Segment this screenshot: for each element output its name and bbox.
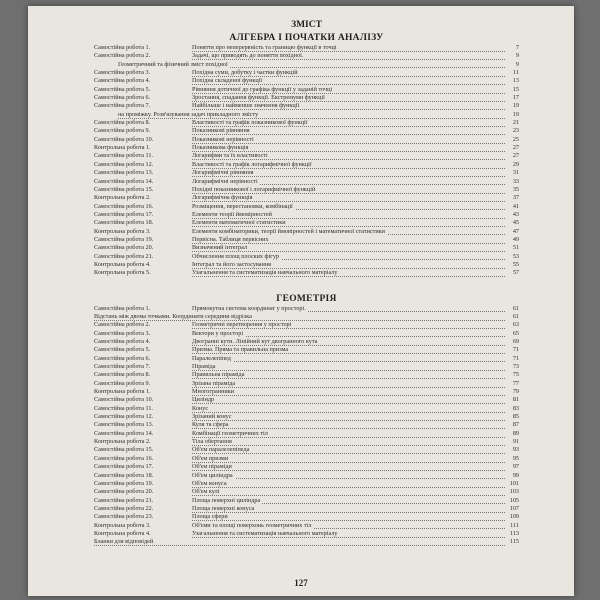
toc-entry	[94, 236, 519, 244]
toc-entry-topic: Властивості та графік показникової функції	[192, 119, 308, 127]
toc-entry	[94, 455, 519, 463]
toc-entry	[94, 430, 519, 438]
toc-entry-work: Самостійна робота 1.	[94, 304, 151, 312]
toc-entry	[94, 119, 519, 127]
toc-entry-page: 33	[512, 177, 519, 185]
toc-entry	[94, 530, 519, 538]
toc-entry-work: Самостійна робота 12.	[94, 413, 154, 421]
toc-entry-work: Самостійна робота 11.	[94, 152, 154, 160]
toc-entry-page: 91	[512, 438, 519, 446]
toc-entry-topic: Піраміда	[192, 363, 216, 371]
algebra-heading: АЛГЕБРА І ПОЧАТКИ АНАЛІЗУ	[229, 33, 384, 43]
toc-entry	[94, 338, 519, 346]
toc-entry-work: Контрольна робота 3.	[94, 227, 151, 235]
toc-entry-page: 9	[515, 60, 519, 68]
toc-entry-work: Контрольна робота 1.	[94, 144, 151, 152]
toc-entry-topic: Зрізана піраміда	[192, 379, 236, 387]
toc-entry-page: 61	[512, 304, 519, 312]
algebra-list	[94, 44, 519, 278]
toc-entry	[94, 388, 519, 396]
toc-entry	[94, 77, 519, 85]
toc-entry-work: Самостійна робота 14.	[94, 429, 154, 437]
toc-entry-topic: Поняття про неперервність та границю функції в точці	[192, 44, 337, 51]
toc-entry-work: Контрольна робота 3.	[94, 521, 151, 529]
toc-entry-topic: Тіла обертання	[192, 438, 232, 446]
toc-entry-page: 79	[512, 388, 519, 396]
toc-entry-page: 89	[512, 429, 519, 437]
toc-entry	[94, 380, 519, 388]
toc-entry-page: 63	[512, 321, 519, 329]
toc-entry	[94, 44, 519, 52]
toc-entry-work: Самостійна робота 18.	[94, 471, 154, 479]
toc-entry	[94, 61, 519, 69]
toc-entry	[94, 86, 519, 94]
toc-entry-topic: Вектори у просторі	[192, 329, 244, 337]
toc-entry-page: 73	[512, 363, 519, 371]
toc-entry-topic: Об'єм паралелепіпеда	[192, 446, 250, 454]
toc-entry-page: 101	[509, 479, 519, 487]
toc-entry	[94, 396, 519, 404]
toc-entry-work: Самостійна робота 4.	[94, 338, 151, 345]
toc-entry-topic: Первісна. Таблиця первісних	[192, 235, 269, 243]
toc-entry	[94, 144, 519, 152]
toc-entry	[94, 269, 519, 277]
toc-entry-topic: Логарифми та їх властивості	[192, 152, 268, 160]
toc-entry-page: 111	[510, 521, 519, 529]
toc-entry-page: 99	[512, 471, 519, 479]
toc-entry	[94, 421, 519, 429]
toc-entry	[94, 94, 519, 102]
toc-entry	[94, 321, 519, 329]
toc-entry	[94, 346, 519, 354]
toc-entry-page: 65	[512, 329, 519, 337]
toc-entry	[94, 211, 519, 219]
toc-entry-page: 61	[512, 312, 519, 320]
toc-entry	[94, 463, 519, 471]
toc-entry	[94, 505, 519, 513]
toc-entry-topic: Похідна складеної функції	[192, 77, 263, 85]
toc-entry-page: 93	[512, 446, 519, 454]
page-title: ЗМІСТ	[291, 20, 322, 30]
toc-entry-topic: Комбінації геометричних тіл	[192, 429, 268, 437]
toc-entry-work: Самостійна робота 7.	[94, 363, 151, 371]
toc-entry-work: Самостійна робота 13.	[94, 421, 154, 429]
toc-entry-topic: Площа поверхні циліндра	[192, 496, 261, 504]
toc-entry-topic: Похідна суми, добутку і частки функцій	[192, 69, 298, 77]
toc-entry-topic: Геометричний та фізичний зміст похідної	[118, 60, 228, 68]
toc-entry-topic: Відстань між двома точками. Координати середини відрізка	[94, 312, 252, 320]
toc-entry-page: 31	[512, 169, 519, 177]
toc-entry-work: Самостійна робота 2.	[94, 52, 151, 60]
toc-entry-work: Самостійна робота 22.	[94, 504, 154, 512]
toc-entry-page: 23	[512, 127, 519, 135]
toc-entry-topic: Показникові рівняння	[192, 127, 250, 135]
toc-entry-topic: Конус	[192, 404, 209, 412]
toc-entry-topic: Об'єм конуса	[192, 479, 227, 487]
toc-entry-work: Самостійна робота 9.	[94, 379, 151, 387]
toc-entry-topic: Елементи теорії ймовірностей	[192, 210, 272, 218]
toc-entry	[94, 127, 519, 135]
toc-entry-page: 9	[515, 52, 519, 60]
toc-entry-topic: Обчислення площ плоских фігур	[192, 252, 280, 260]
toc-entry-work: Самостійна робота 6.	[94, 354, 151, 362]
toc-entry-topic: Прямокутна система координат у просторі.	[192, 304, 306, 312]
toc-entry	[94, 169, 519, 177]
toc-entry-topic: Бланки для відповідей	[94, 538, 154, 546]
toc-entry-topic: Зрізаний конус	[192, 413, 232, 421]
toc-entry	[94, 186, 519, 194]
toc-entry-topic: Призма. Пряма та правильна призма	[192, 346, 289, 354]
toc-entry-topic: Узагальнення та систематизація навчального матеріалу	[192, 269, 338, 277]
toc-entry-page: 83	[512, 404, 519, 412]
toc-entry-page: 57	[512, 269, 519, 277]
toc-entry	[94, 330, 519, 338]
toc-entry	[94, 371, 519, 379]
toc-entry-page: 19	[512, 110, 519, 118]
toc-entry	[94, 522, 519, 530]
toc-entry-work: Самостійна робота 20.	[94, 244, 154, 252]
toc-entry-work: Самостійна робота 14.	[94, 177, 154, 185]
toc-entry-topic: Двогранні кути. Лінійний кут двогранного кута	[192, 338, 318, 345]
toc-entry-topic: Найбільше і найменше значення функції	[192, 102, 300, 110]
toc-entry-work: Самостійна робота 6.	[94, 94, 151, 102]
toc-entry-page: 107	[509, 504, 519, 512]
toc-entry-page: 17	[512, 94, 519, 102]
toc-entry	[94, 405, 519, 413]
toc-entry-topic: Визначений інтеграл	[192, 244, 248, 252]
toc-entry-topic: Циліндр	[192, 396, 215, 404]
toc-entry-work: Самостійна робота 16.	[94, 202, 154, 210]
toc-entry-page: 115	[509, 538, 519, 546]
toc-entry-work: Самостійна робота 3.	[94, 329, 151, 337]
toc-entry-page: 27	[512, 152, 519, 160]
toc-entry	[94, 413, 519, 421]
toc-entry-topic: Властивості та графік логарифмічної функції	[192, 160, 312, 168]
toc-entry-page: 77	[512, 379, 519, 387]
toc-entry-topic: Правильна піраміда	[192, 371, 245, 379]
toc-entry-page: 13	[512, 77, 519, 85]
toc-entry-work: Самостійна робота 19.	[94, 479, 154, 487]
toc-entry-topic: Розміщення, перестановки, комбінації	[192, 202, 293, 210]
toc-entry	[94, 178, 519, 186]
toc-entry	[94, 194, 519, 202]
toc-entry-page: 53	[512, 252, 519, 260]
toc-entry-page: 109	[509, 513, 519, 521]
toc-entry	[94, 446, 519, 454]
table-of-contents	[94, 20, 519, 547]
toc-entry-topic: Об'єм призми	[192, 454, 229, 462]
toc-entry-page: 97	[512, 463, 519, 471]
toc-entry-work: Самостійна робота 8.	[94, 119, 151, 127]
toc-entry-topic: Куля та сфера	[192, 421, 229, 429]
geometry-heading: ГЕОМЕТРІЯ	[276, 293, 337, 304]
toc-entry	[94, 219, 519, 227]
toc-entry-page: 87	[512, 421, 519, 429]
toc-entry-page: 15	[512, 85, 519, 93]
toc-entry-work: Контрольна робота 1.	[94, 388, 151, 396]
toc-entry-work: Самостійна робота 5.	[94, 85, 151, 93]
toc-entry	[94, 313, 519, 321]
toc-entry-page: 105	[509, 496, 519, 504]
toc-entry	[94, 497, 519, 505]
toc-entry-work: Самостійна робота 21.	[94, 252, 154, 260]
toc-entry	[94, 480, 519, 488]
toc-entry	[94, 102, 519, 110]
toc-entry	[94, 111, 519, 119]
toc-entry	[94, 513, 519, 521]
toc-entry-work: Самостійна робота 5.	[94, 346, 151, 354]
toc-entry-work: Самостійна робота 10.	[94, 135, 154, 143]
toc-entry-page: 55	[512, 260, 519, 268]
toc-entry-work: Самостійна робота 7.	[94, 102, 151, 110]
toc-entry	[94, 438, 519, 446]
toc-entry-work: Контрольна робота 2.	[94, 194, 151, 202]
toc-entry-topic: Похідні показникової і логарифмічної функцій	[192, 185, 316, 193]
toc-entry	[94, 228, 519, 236]
toc-entry-page: 35	[512, 185, 519, 193]
toc-entry-work: Самостійна робота 20.	[94, 488, 154, 496]
toc-entry	[94, 363, 519, 371]
toc-entry-page: 37	[512, 194, 519, 202]
toc-entry-topic: Елементи комбінаторики, теорії ймовірностей і математичної статистики	[192, 227, 385, 235]
toc-entry-work: Контрольна робота 4.	[94, 260, 151, 268]
toc-entry-page: 103	[509, 488, 519, 496]
toc-entry-topic: на проміжку. Розв'язування задач прикладного змісту	[118, 110, 259, 118]
toc-entry-page: 29	[512, 160, 519, 168]
toc-entry-topic: Логарифмічні нерівності	[192, 177, 258, 185]
toc-entry-page: 25	[512, 135, 519, 143]
toc-entry-page: 85	[512, 413, 519, 421]
toc-entry-work: Самостійна робота 17.	[94, 463, 154, 471]
toc-entry-page: 51	[512, 244, 519, 252]
toc-entry-page: 81	[512, 396, 519, 404]
toc-entry-work: Самостійна робота 15.	[94, 185, 154, 193]
toc-entry-work: Самостійна робота 8.	[94, 371, 151, 379]
toc-entry-page: 47	[512, 227, 519, 235]
toc-entry-work: Самостійна робота 12.	[94, 160, 154, 168]
toc-entry-work: Самостійна робота 19.	[94, 235, 154, 243]
toc-entry	[94, 136, 519, 144]
toc-entry-work: Самостійна робота 16.	[94, 454, 154, 462]
toc-entry-topic: Об'єми та площі поверхонь геометричних тіл	[192, 521, 312, 529]
toc-entry-page: 71	[512, 346, 519, 354]
toc-entry	[94, 538, 519, 546]
toc-entry-topic: Паралелепіпед	[192, 354, 231, 362]
toc-entry-work: Самостійна робота 9.	[94, 127, 151, 135]
toc-entry-page: 113	[509, 529, 519, 537]
toc-entry-page: 95	[512, 454, 519, 462]
toc-entry-page: 21	[512, 119, 519, 127]
toc-entry-page: 11	[513, 69, 519, 77]
toc-entry-work: Контрольна робота 5.	[94, 269, 151, 277]
toc-entry	[94, 261, 519, 269]
page-number: 127	[294, 578, 308, 588]
toc-entry	[94, 69, 519, 77]
toc-entry-page: 7	[515, 44, 519, 51]
toc-entry-topic: Зростання, спадання функції. Екстремуми функції	[192, 94, 325, 102]
toc-entry-page: 69	[512, 338, 519, 345]
toc-entry-topic: Площа сфери	[192, 513, 228, 521]
toc-entry-topic: Геометричні перетворення у просторі	[192, 321, 292, 329]
geometry-list	[94, 305, 519, 547]
toc-entry-page: 49	[512, 235, 519, 243]
toc-entry	[94, 52, 519, 60]
toc-entry-topic: Об'єм піраміди	[192, 463, 232, 471]
toc-entry-work: Самостійна робота 3.	[94, 69, 151, 77]
toc-entry-topic: Рівняння дотичної до графіка функції у заданій точці	[192, 85, 333, 93]
toc-entry-work: Контрольна робота 4.	[94, 529, 151, 537]
toc-entry	[94, 305, 519, 313]
toc-entry-topic: Елементи математичної статистики	[192, 219, 286, 227]
toc-entry-page: 27	[512, 144, 519, 152]
toc-entry-topic: Показникові нерівності	[192, 135, 254, 143]
toc-entry-work: Самостійна робота 1.	[94, 44, 151, 51]
toc-entry-page: 71	[512, 354, 519, 362]
toc-entry-page: 43	[512, 210, 519, 218]
toc-entry	[94, 253, 519, 261]
toc-entry-page: 41	[512, 202, 519, 210]
toc-entry	[94, 203, 519, 211]
toc-entry-work: Самостійна робота 18.	[94, 219, 154, 227]
toc-entry	[94, 488, 519, 496]
toc-entry-work: Контрольна робота 2.	[94, 438, 151, 446]
toc-entry-work: Самостійна робота 17.	[94, 210, 154, 218]
toc-entry-topic: Логарифмічна функція	[192, 194, 253, 202]
toc-entry-topic: Показникова функція	[192, 144, 249, 152]
book-page	[28, 6, 574, 596]
toc-entry-topic: Інтеграл та його застосування	[192, 260, 272, 268]
toc-entry	[94, 472, 519, 480]
toc-entry-work: Самостійна робота 21.	[94, 496, 154, 504]
toc-entry	[94, 161, 519, 169]
toc-entry	[94, 152, 519, 160]
toc-entry	[94, 244, 519, 252]
toc-entry-topic: Многогранники	[192, 388, 235, 396]
toc-entry-page: 19	[512, 102, 519, 110]
toc-entry-page: 75	[512, 371, 519, 379]
toc-entry-work: Самостійна робота 10.	[94, 396, 154, 404]
toc-entry-topic: Узагальнення та систематизація навчального матеріалу	[192, 529, 338, 537]
toc-entry-work: Самостійна робота 2.	[94, 321, 151, 329]
toc-entry-topic: Площа поверхні конуса	[192, 504, 255, 512]
toc-entry-topic: Об'єм кулі	[192, 488, 220, 496]
toc-entry-work: Самостійна робота 15.	[94, 446, 154, 454]
toc-entry-topic: Логарифмічні рівняння	[192, 169, 254, 177]
toc-entry-work: Самостійна робота 11.	[94, 404, 154, 412]
toc-entry-page: 45	[512, 219, 519, 227]
toc-entry	[94, 355, 519, 363]
toc-entry-work: Самостійна робота 13.	[94, 169, 154, 177]
toc-entry-work: Самостійна робота 4.	[94, 77, 151, 85]
toc-entry-work: Самостійна робота 23.	[94, 513, 154, 521]
toc-entry-topic: Задачі, що приводять до поняття похідної.	[192, 52, 304, 60]
toc-entry-topic: Об'єм циліндра	[192, 471, 233, 479]
